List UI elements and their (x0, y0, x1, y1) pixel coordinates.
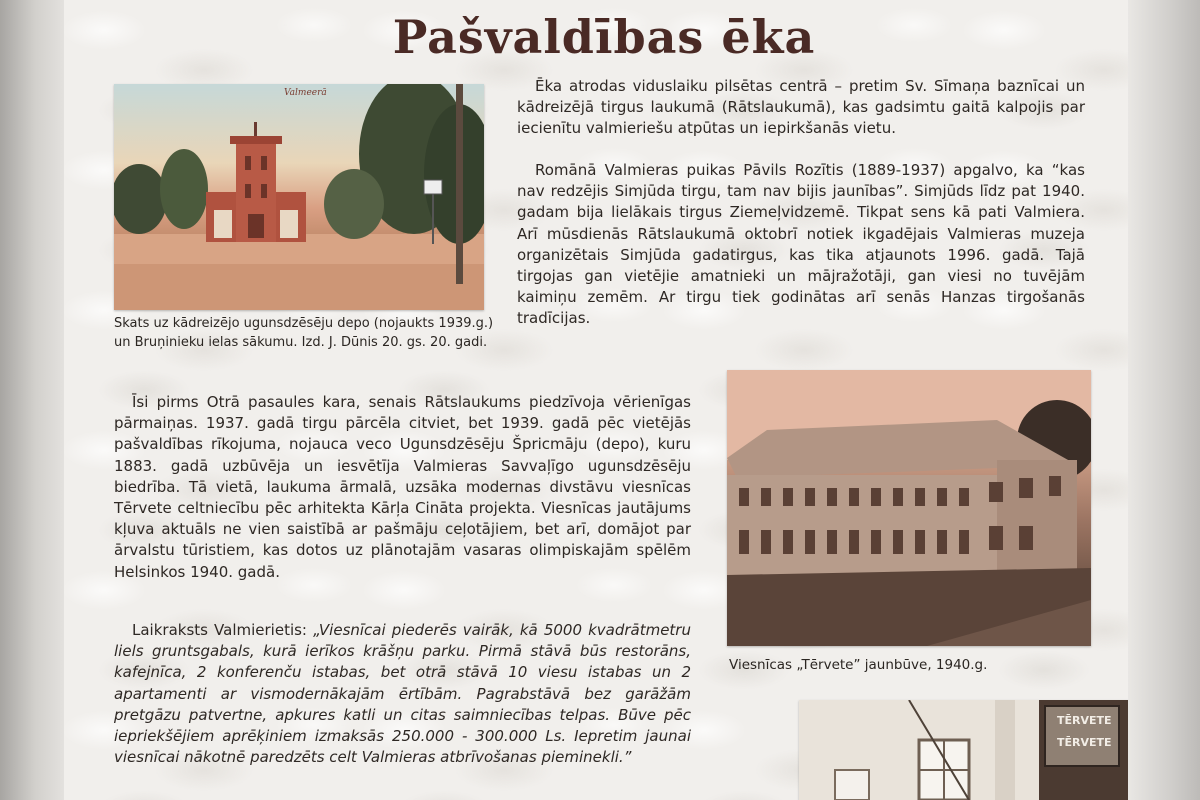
info-panel (64, 0, 1128, 800)
paragraph-simjuds: Romānā Valmieras puikas Pāvils Rozītis (1889-1937) apgalvo, ka “kas nav redzējis Simjūda tirgu, tam nav bijis jaunības”. Simjūds līdz pat 1940. gadam bija lielākais tirgus Ziemeļvidzemē. Tikpat sens kā pati Valmiera. Arī mūsdienās Rātslaukumā oktobrī notiek ikgadējais Valmieras muzeja organizētais Simjūda gadatirgus, kas tika atjaunots 1996. gadā. Tajā tirgojas gan vietējie amatnieki un mājražotāji, gan viesi no tuvējām kaimiņu zemēm. Ar tirgu tiek godinātas arī senās Hanzas tirgošanās tradīcijas. (517, 161, 1085, 328)
panel-title: Pašvaldības ēka (392, 10, 816, 64)
hotel-sign-line-1: TĒRVETE (1057, 714, 1112, 727)
hotel-sign-line-2: TĒRVETE (1057, 736, 1112, 749)
paragraph-prewar: Īsi pirms Otrā pasaules kara, senais Rātslaukums piedzīvoja vērienīgas pārmaiņas. 1937. gadā tirgu pārcēla citviet, bet 1939. gadā pēc vietējās pašvaldības rīkojuma, nojauca veco Ugunsdzēsēju Špricmāju (depo), kuru 1883. gadā uzbūvēja un iesvētīja Valmieras Savvaļīgo ugunsdzēsēju biedrība. Tā vietā, laukuma ārmalā, uzsāka modernas divstāvu viesnīcas Tērvete celtniecību pēc arhitekta Kārļa Cināta projekta. Viesnīcas jautājums kļuva aktuāls ne vien saistībā ar pašmāju ceļotājiem, bet arī, domājot par ārvalstu tūristiem, kas dotos uz plānotajām vasaras olimpiskajām spēlēm Helsinkos 1940. gadā. (114, 393, 691, 581)
hotel-facade-photo (799, 700, 1128, 800)
paragraph-newspaper (114, 620, 691, 768)
hotel-tervete-photo (727, 370, 1091, 646)
newspaper-lead: Laikraksts Valmierietis: (132, 621, 314, 639)
fire-depot-caption: Skats uz kādreizējo ugunsdzēsēju depo (nojaukts 1939.g.) un Bruņinieku ielas sākumu. Izd. J. Dūnis 20. gs. 20. gadi. (114, 316, 494, 350)
fire-depot-photo (114, 84, 484, 310)
hotel-tervete-caption: Viesnīcas „Tērvete” jaunbūve, 1940.g. (729, 657, 988, 673)
right-frame (1128, 0, 1200, 800)
paragraph-location: Ēka atrodas viduslaiku pilsētas centrā – pretim Sv. Sīmaņa baznīcai un kādreizējā tirgus laukumā (Rātslaukumā), kas gadsimtu gaitā kalpojis par iecienītu valmieriešu atpūtas un iepirkšanās vietu. (517, 77, 1085, 138)
postcard-label: Valmeerā (284, 88, 327, 98)
left-frame (0, 0, 64, 800)
newspaper-quote: „Viesnīcai piederēs vairāk, kā 5000 kvadrātmetru liels gruntsgabals, kurā ierīkos krāšņu parku. Pirmā stāvā būs restorāns, kafejnīca, 2 konferenču istabas, bet otrā stāvā 10 viesu istabas un 2 apartamenti ar vismodernākajām ērtībām. Pagrabstāvā bez garāžām pretgāzu patvertne, apkures katli un citas saimniecības telpas. Būve pēc iepriekšējiem aprēķiniem izmaksās 250.000 - 300.000 Ls. Iepretim jaunai viesnīcai nākotnē paredzēts celt Valmieras atbrīvošanas pieminekli.” (114, 621, 691, 767)
